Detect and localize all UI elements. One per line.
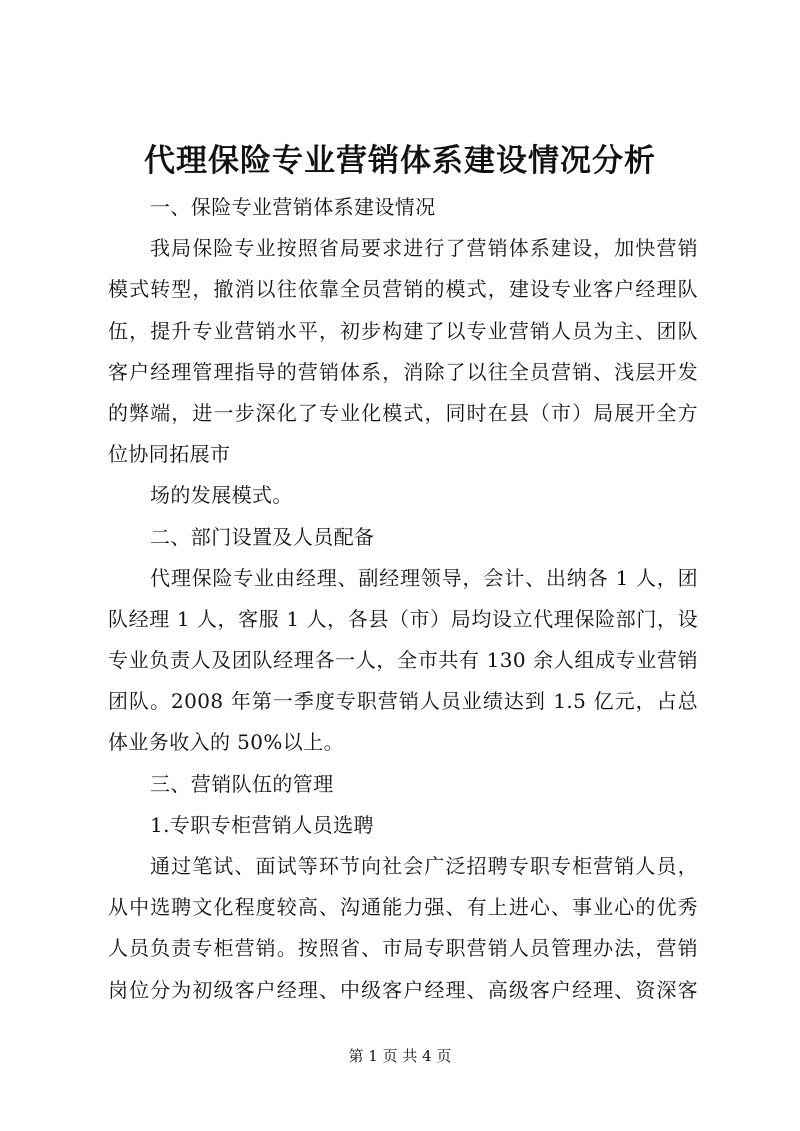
- section-heading-3: 三、营销队伍的管理: [150, 771, 334, 796]
- paragraph-line: 团队。2008 年第一季度专职营销人员业绩达到 1.5 亿元，占总: [108, 689, 698, 714]
- paragraph-line: 模式转型，撤消以往依靠全员营销的模式，建设专业客户经理队: [108, 277, 698, 302]
- paragraph-line: 场的发展模式。: [150, 483, 293, 508]
- paragraph-line: 专业负责人及团队经理各一人，全市共有 130 余人组成专业营销: [108, 648, 698, 673]
- paragraph-line: 客户经理管理指导的营销体系，消除了以往全员营销、浅层开发: [108, 359, 698, 384]
- section-heading-1: 一、保险专业营销体系建设情况: [150, 195, 436, 219]
- paragraph-line: 伍，提升专业营销水平，初步构建了以专业营销人员为主、团队: [108, 318, 698, 343]
- document-title: 代理保险专业营销体系建设情况分析: [144, 143, 656, 179]
- page-number-footer: 第 1 页 共 4 页: [348, 1047, 452, 1065]
- section-heading-2: 二、部门设置及人员配备: [150, 524, 375, 549]
- paragraph-line: 体业务收入的 50%以上。: [108, 730, 345, 755]
- paragraph-line: 从中选聘文化程度较高、沟通能力强、有上进心、事业心的优秀: [108, 895, 698, 920]
- paragraph-line: 队经理 1 人，客服 1 人，各县（市）局均设立代理保险部门，设: [108, 606, 698, 631]
- paragraph-line: 位协同拓展市: [108, 442, 231, 467]
- paragraph-line: 的弊端，进一步深化了专业化模式，同时在县（市）局展开全方: [108, 400, 698, 425]
- paragraph-line: 通过笔试、面试等环节向社会广泛招聘专职专柜营销人员，: [150, 854, 698, 878]
- document-body: [108, 187, 698, 1011]
- paragraph-line: 人员负责专柜营销。按照省、市局专职营销人员管理办法，营销: [108, 936, 698, 961]
- subsection-heading: 1.专职专柜营销人员选聘: [150, 812, 374, 837]
- paragraph-line: 代理保险专业由经理、副经理领导，会计、出纳各 1 人，团: [150, 565, 698, 590]
- paragraph-line: 我局保险专业按照省局要求进行了营销体系建设，加快营销: [150, 236, 698, 261]
- paragraph-line: 岗位分为初级客户经理、中级客户经理、高级客户经理、资深客: [108, 977, 698, 1002]
